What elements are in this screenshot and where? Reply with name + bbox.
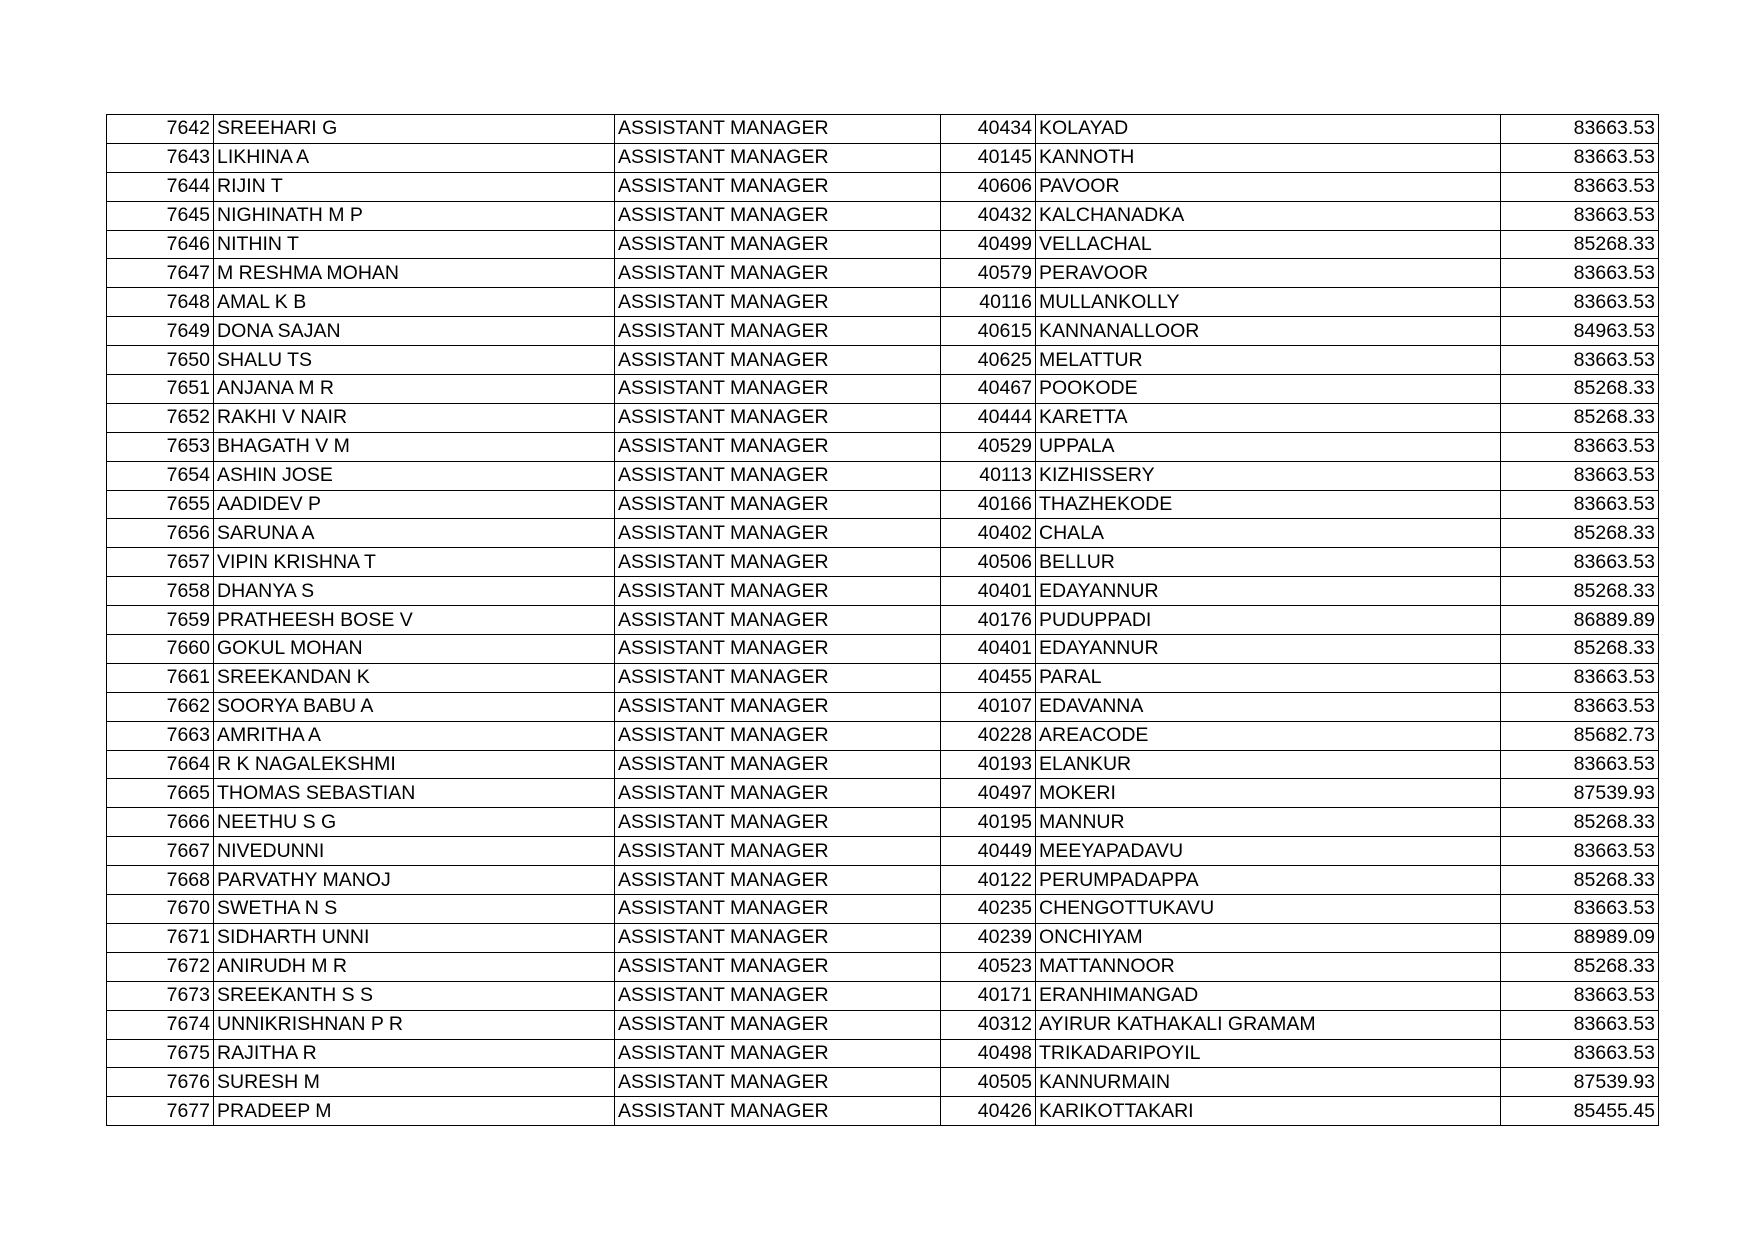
branch-name-cell: KARIKOTTAKARI bbox=[1036, 1097, 1501, 1126]
salary-cell: 83663.53 bbox=[1501, 288, 1659, 317]
employee-name-cell: GOKUL MOHAN bbox=[214, 635, 615, 664]
designation-cell: ASSISTANT MANAGER bbox=[615, 143, 941, 172]
serial-number-cell: 7663 bbox=[107, 721, 214, 750]
designation-cell: ASSISTANT MANAGER bbox=[615, 750, 941, 779]
employee-name-cell: SIDHARTH UNNI bbox=[214, 923, 615, 952]
designation-cell: ASSISTANT MANAGER bbox=[615, 115, 941, 144]
branch-name-cell: KANNOTH bbox=[1036, 143, 1501, 172]
table-row bbox=[107, 1097, 1659, 1126]
salary-cell: 88989.09 bbox=[1501, 923, 1659, 952]
employee-name-cell: ANIRUDH M R bbox=[214, 952, 615, 981]
designation-cell: ASSISTANT MANAGER bbox=[615, 663, 941, 692]
table-row bbox=[107, 115, 1659, 144]
branch-code-cell: 40625 bbox=[941, 346, 1036, 375]
employee-name-cell: SREEHARI G bbox=[214, 115, 615, 144]
serial-number-cell: 7645 bbox=[107, 201, 214, 230]
branch-name-cell: KARETTA bbox=[1036, 403, 1501, 432]
branch-code-cell: 40455 bbox=[941, 663, 1036, 692]
branch-name-cell: PAVOOR bbox=[1036, 172, 1501, 201]
branch-name-cell: EDAYANNUR bbox=[1036, 635, 1501, 664]
branch-code-cell: 40426 bbox=[941, 1097, 1036, 1126]
branch-code-cell: 40228 bbox=[941, 721, 1036, 750]
designation-cell: ASSISTANT MANAGER bbox=[615, 866, 941, 895]
designation-cell: ASSISTANT MANAGER bbox=[615, 808, 941, 837]
employee-name-cell: NITHIN T bbox=[214, 230, 615, 259]
designation-cell: ASSISTANT MANAGER bbox=[615, 606, 941, 635]
branch-name-cell: THAZHEKODE bbox=[1036, 490, 1501, 519]
table-row bbox=[107, 490, 1659, 519]
serial-number-cell: 7650 bbox=[107, 346, 214, 375]
salary-cell: 83663.53 bbox=[1501, 115, 1659, 144]
table-row bbox=[107, 923, 1659, 952]
designation-cell: ASSISTANT MANAGER bbox=[615, 895, 941, 924]
employee-name-cell: THOMAS SEBASTIAN bbox=[214, 779, 615, 808]
serial-number-cell: 7660 bbox=[107, 635, 214, 664]
branch-name-cell: KANNURMAIN bbox=[1036, 1068, 1501, 1097]
branch-code-cell: 40434 bbox=[941, 115, 1036, 144]
employee-name-cell: NIVEDUNNI bbox=[214, 837, 615, 866]
branch-name-cell: CHALA bbox=[1036, 519, 1501, 548]
table-row bbox=[107, 779, 1659, 808]
serial-number-cell: 7675 bbox=[107, 1039, 214, 1068]
salary-cell: 85268.33 bbox=[1501, 635, 1659, 664]
branch-code-cell: 40145 bbox=[941, 143, 1036, 172]
serial-number-cell: 7642 bbox=[107, 115, 214, 144]
employee-name-cell: UNNIKRISHNAN P R bbox=[214, 1010, 615, 1039]
employee-name-cell: SOORYA BABU A bbox=[214, 692, 615, 721]
staff-table-body bbox=[107, 115, 1659, 1126]
branch-name-cell: AREACODE bbox=[1036, 721, 1501, 750]
branch-name-cell: VELLACHAL bbox=[1036, 230, 1501, 259]
salary-cell: 83663.53 bbox=[1501, 837, 1659, 866]
employee-name-cell: SURESH M bbox=[214, 1068, 615, 1097]
salary-cell: 85455.45 bbox=[1501, 1097, 1659, 1126]
branch-code-cell: 40401 bbox=[941, 635, 1036, 664]
designation-cell: ASSISTANT MANAGER bbox=[615, 721, 941, 750]
serial-number-cell: 7671 bbox=[107, 923, 214, 952]
salary-cell: 87539.93 bbox=[1501, 779, 1659, 808]
employee-name-cell: ASHIN JOSE bbox=[214, 461, 615, 490]
designation-cell: ASSISTANT MANAGER bbox=[615, 952, 941, 981]
designation-cell: ASSISTANT MANAGER bbox=[615, 201, 941, 230]
designation-cell: ASSISTANT MANAGER bbox=[615, 923, 941, 952]
serial-number-cell: 7670 bbox=[107, 895, 214, 924]
salary-cell: 83663.53 bbox=[1501, 201, 1659, 230]
serial-number-cell: 7662 bbox=[107, 692, 214, 721]
table-row bbox=[107, 606, 1659, 635]
branch-code-cell: 40432 bbox=[941, 201, 1036, 230]
branch-name-cell: UPPALA bbox=[1036, 432, 1501, 461]
employee-name-cell: NIGHINATH M P bbox=[214, 201, 615, 230]
table-row bbox=[107, 808, 1659, 837]
employee-name-cell: SREEKANTH S S bbox=[214, 981, 615, 1010]
salary-cell: 83663.53 bbox=[1501, 750, 1659, 779]
salary-cell: 85268.33 bbox=[1501, 230, 1659, 259]
table-row bbox=[107, 259, 1659, 288]
table-row bbox=[107, 432, 1659, 461]
employee-name-cell: DONA SAJAN bbox=[214, 317, 615, 346]
branch-name-cell: ONCHIYAM bbox=[1036, 923, 1501, 952]
salary-cell: 83663.53 bbox=[1501, 490, 1659, 519]
branch-code-cell: 40239 bbox=[941, 923, 1036, 952]
salary-cell: 83663.53 bbox=[1501, 692, 1659, 721]
designation-cell: ASSISTANT MANAGER bbox=[615, 288, 941, 317]
serial-number-cell: 7674 bbox=[107, 1010, 214, 1039]
table-row bbox=[107, 172, 1659, 201]
serial-number-cell: 7658 bbox=[107, 577, 214, 606]
salary-cell: 83663.53 bbox=[1501, 172, 1659, 201]
designation-cell: ASSISTANT MANAGER bbox=[615, 461, 941, 490]
branch-name-cell: MATTANNOOR bbox=[1036, 952, 1501, 981]
branch-code-cell: 40449 bbox=[941, 837, 1036, 866]
branch-code-cell: 40402 bbox=[941, 519, 1036, 548]
table-row bbox=[107, 519, 1659, 548]
serial-number-cell: 7648 bbox=[107, 288, 214, 317]
branch-name-cell: KIZHISSERY bbox=[1036, 461, 1501, 490]
salary-cell: 85268.33 bbox=[1501, 403, 1659, 432]
staff-table bbox=[106, 114, 1659, 1126]
salary-cell: 85268.33 bbox=[1501, 577, 1659, 606]
designation-cell: ASSISTANT MANAGER bbox=[615, 519, 941, 548]
branch-name-cell: MEEYAPADAVU bbox=[1036, 837, 1501, 866]
designation-cell: ASSISTANT MANAGER bbox=[615, 1097, 941, 1126]
branch-code-cell: 40529 bbox=[941, 432, 1036, 461]
serial-number-cell: 7664 bbox=[107, 750, 214, 779]
table-row bbox=[107, 1010, 1659, 1039]
designation-cell: ASSISTANT MANAGER bbox=[615, 172, 941, 201]
salary-cell: 85268.33 bbox=[1501, 519, 1659, 548]
employee-name-cell: ANJANA M R bbox=[214, 375, 615, 404]
table-row bbox=[107, 692, 1659, 721]
branch-code-cell: 40523 bbox=[941, 952, 1036, 981]
table-row bbox=[107, 866, 1659, 895]
salary-cell: 83663.53 bbox=[1501, 259, 1659, 288]
branch-name-cell: ERANHIMANGAD bbox=[1036, 981, 1501, 1010]
designation-cell: ASSISTANT MANAGER bbox=[615, 1010, 941, 1039]
employee-name-cell: AADIDEV P bbox=[214, 490, 615, 519]
designation-cell: ASSISTANT MANAGER bbox=[615, 548, 941, 577]
branch-name-cell: MELATTUR bbox=[1036, 346, 1501, 375]
branch-code-cell: 40235 bbox=[941, 895, 1036, 924]
table-row bbox=[107, 346, 1659, 375]
salary-cell: 86889.89 bbox=[1501, 606, 1659, 635]
serial-number-cell: 7655 bbox=[107, 490, 214, 519]
serial-number-cell: 7668 bbox=[107, 866, 214, 895]
serial-number-cell: 7659 bbox=[107, 606, 214, 635]
branch-code-cell: 40122 bbox=[941, 866, 1036, 895]
branch-name-cell: BELLUR bbox=[1036, 548, 1501, 577]
employee-name-cell: RAKHI V NAIR bbox=[214, 403, 615, 432]
branch-code-cell: 40615 bbox=[941, 317, 1036, 346]
employee-name-cell: SREEKANDAN K bbox=[214, 663, 615, 692]
branch-name-cell: AYIRUR KATHAKALI GRAMAM bbox=[1036, 1010, 1501, 1039]
employee-name-cell: RAJITHA R bbox=[214, 1039, 615, 1068]
document-page bbox=[106, 114, 1658, 1126]
designation-cell: ASSISTANT MANAGER bbox=[615, 1068, 941, 1097]
branch-name-cell: KALCHANADKA bbox=[1036, 201, 1501, 230]
designation-cell: ASSISTANT MANAGER bbox=[615, 692, 941, 721]
branch-code-cell: 40498 bbox=[941, 1039, 1036, 1068]
designation-cell: ASSISTANT MANAGER bbox=[615, 346, 941, 375]
salary-cell: 83663.53 bbox=[1501, 895, 1659, 924]
branch-name-cell: KOLAYAD bbox=[1036, 115, 1501, 144]
employee-name-cell: NEETHU S G bbox=[214, 808, 615, 837]
salary-cell: 85268.33 bbox=[1501, 808, 1659, 837]
branch-name-cell: PERUMPADAPPA bbox=[1036, 866, 1501, 895]
branch-code-cell: 40467 bbox=[941, 375, 1036, 404]
table-row bbox=[107, 403, 1659, 432]
designation-cell: ASSISTANT MANAGER bbox=[615, 779, 941, 808]
employee-name-cell: DHANYA S bbox=[214, 577, 615, 606]
employee-name-cell: VIPIN KRISHNA T bbox=[214, 548, 615, 577]
branch-name-cell: PUDUPPADI bbox=[1036, 606, 1501, 635]
salary-cell: 83663.53 bbox=[1501, 461, 1659, 490]
employee-name-cell: PRADEEP M bbox=[214, 1097, 615, 1126]
salary-cell: 83663.53 bbox=[1501, 432, 1659, 461]
branch-name-cell: MULLANKOLLY bbox=[1036, 288, 1501, 317]
table-row bbox=[107, 952, 1659, 981]
employee-name-cell: SHALU TS bbox=[214, 346, 615, 375]
branch-name-cell: CHENGOTTUKAVU bbox=[1036, 895, 1501, 924]
table-row bbox=[107, 895, 1659, 924]
branch-code-cell: 40505 bbox=[941, 1068, 1036, 1097]
branch-name-cell: TRIKADARIPOYIL bbox=[1036, 1039, 1501, 1068]
salary-cell: 83663.53 bbox=[1501, 346, 1659, 375]
serial-number-cell: 7653 bbox=[107, 432, 214, 461]
branch-name-cell: EDAVANNA bbox=[1036, 692, 1501, 721]
table-row bbox=[107, 635, 1659, 664]
table-row bbox=[107, 230, 1659, 259]
salary-cell: 85268.33 bbox=[1501, 952, 1659, 981]
serial-number-cell: 7667 bbox=[107, 837, 214, 866]
branch-code-cell: 40176 bbox=[941, 606, 1036, 635]
salary-cell: 85268.33 bbox=[1501, 866, 1659, 895]
branch-code-cell: 40497 bbox=[941, 779, 1036, 808]
designation-cell: ASSISTANT MANAGER bbox=[615, 837, 941, 866]
table-row bbox=[107, 288, 1659, 317]
branch-code-cell: 40606 bbox=[941, 172, 1036, 201]
serial-number-cell: 7673 bbox=[107, 981, 214, 1010]
branch-code-cell: 40107 bbox=[941, 692, 1036, 721]
employee-name-cell: LIKHINA A bbox=[214, 143, 615, 172]
designation-cell: ASSISTANT MANAGER bbox=[615, 259, 941, 288]
table-row bbox=[107, 201, 1659, 230]
branch-name-cell: PERAVOOR bbox=[1036, 259, 1501, 288]
table-row bbox=[107, 1068, 1659, 1097]
serial-number-cell: 7666 bbox=[107, 808, 214, 837]
employee-name-cell: M RESHMA MOHAN bbox=[214, 259, 615, 288]
branch-code-cell: 40579 bbox=[941, 259, 1036, 288]
branch-code-cell: 40166 bbox=[941, 490, 1036, 519]
table-row bbox=[107, 548, 1659, 577]
designation-cell: ASSISTANT MANAGER bbox=[615, 403, 941, 432]
serial-number-cell: 7647 bbox=[107, 259, 214, 288]
serial-number-cell: 7657 bbox=[107, 548, 214, 577]
serial-number-cell: 7651 bbox=[107, 375, 214, 404]
branch-code-cell: 40193 bbox=[941, 750, 1036, 779]
branch-code-cell: 40171 bbox=[941, 981, 1036, 1010]
designation-cell: ASSISTANT MANAGER bbox=[615, 981, 941, 1010]
serial-number-cell: 7677 bbox=[107, 1097, 214, 1126]
table-row bbox=[107, 750, 1659, 779]
branch-name-cell: ELANKUR bbox=[1036, 750, 1501, 779]
serial-number-cell: 7654 bbox=[107, 461, 214, 490]
salary-cell: 85682.73 bbox=[1501, 721, 1659, 750]
table-row bbox=[107, 317, 1659, 346]
designation-cell: ASSISTANT MANAGER bbox=[615, 1039, 941, 1068]
salary-cell: 83663.53 bbox=[1501, 1039, 1659, 1068]
employee-name-cell: AMRITHA A bbox=[214, 721, 615, 750]
employee-name-cell: SARUNA A bbox=[214, 519, 615, 548]
salary-cell: 83663.53 bbox=[1501, 143, 1659, 172]
designation-cell: ASSISTANT MANAGER bbox=[615, 317, 941, 346]
branch-code-cell: 40444 bbox=[941, 403, 1036, 432]
table-row bbox=[107, 663, 1659, 692]
salary-cell: 87539.93 bbox=[1501, 1068, 1659, 1097]
serial-number-cell: 7656 bbox=[107, 519, 214, 548]
branch-code-cell: 40116 bbox=[941, 288, 1036, 317]
branch-name-cell: KANNANALLOOR bbox=[1036, 317, 1501, 346]
serial-number-cell: 7676 bbox=[107, 1068, 214, 1097]
serial-number-cell: 7672 bbox=[107, 952, 214, 981]
employee-name-cell: AMAL K B bbox=[214, 288, 615, 317]
table-row bbox=[107, 981, 1659, 1010]
table-row bbox=[107, 143, 1659, 172]
table-row bbox=[107, 577, 1659, 606]
salary-cell: 83663.53 bbox=[1501, 548, 1659, 577]
branch-code-cell: 40506 bbox=[941, 548, 1036, 577]
employee-name-cell: BHAGATH V M bbox=[214, 432, 615, 461]
branch-code-cell: 40401 bbox=[941, 577, 1036, 606]
designation-cell: ASSISTANT MANAGER bbox=[615, 490, 941, 519]
salary-cell: 83663.53 bbox=[1501, 981, 1659, 1010]
employee-name-cell: RIJIN T bbox=[214, 172, 615, 201]
table-row bbox=[107, 1039, 1659, 1068]
branch-code-cell: 40312 bbox=[941, 1010, 1036, 1039]
serial-number-cell: 7643 bbox=[107, 143, 214, 172]
serial-number-cell: 7652 bbox=[107, 403, 214, 432]
branch-name-cell: PARAL bbox=[1036, 663, 1501, 692]
branch-name-cell: EDAYANNUR bbox=[1036, 577, 1501, 606]
serial-number-cell: 7665 bbox=[107, 779, 214, 808]
table-row bbox=[107, 721, 1659, 750]
table-row bbox=[107, 461, 1659, 490]
designation-cell: ASSISTANT MANAGER bbox=[615, 432, 941, 461]
branch-name-cell: POOKODE bbox=[1036, 375, 1501, 404]
serial-number-cell: 7644 bbox=[107, 172, 214, 201]
serial-number-cell: 7646 bbox=[107, 230, 214, 259]
salary-cell: 84963.53 bbox=[1501, 317, 1659, 346]
table-row bbox=[107, 837, 1659, 866]
serial-number-cell: 7661 bbox=[107, 663, 214, 692]
designation-cell: ASSISTANT MANAGER bbox=[615, 577, 941, 606]
employee-name-cell: R K NAGALEKSHMI bbox=[214, 750, 615, 779]
branch-code-cell: 40113 bbox=[941, 461, 1036, 490]
branch-code-cell: 40499 bbox=[941, 230, 1036, 259]
salary-cell: 83663.53 bbox=[1501, 663, 1659, 692]
salary-cell: 83663.53 bbox=[1501, 1010, 1659, 1039]
serial-number-cell: 7649 bbox=[107, 317, 214, 346]
employee-name-cell: SWETHA N S bbox=[214, 895, 615, 924]
branch-name-cell: MOKERI bbox=[1036, 779, 1501, 808]
employee-name-cell: PRATHEESH BOSE V bbox=[214, 606, 615, 635]
designation-cell: ASSISTANT MANAGER bbox=[615, 230, 941, 259]
branch-name-cell: MANNUR bbox=[1036, 808, 1501, 837]
employee-name-cell: PARVATHY MANOJ bbox=[214, 866, 615, 895]
salary-cell: 85268.33 bbox=[1501, 375, 1659, 404]
designation-cell: ASSISTANT MANAGER bbox=[615, 375, 941, 404]
table-row bbox=[107, 375, 1659, 404]
branch-code-cell: 40195 bbox=[941, 808, 1036, 837]
designation-cell: ASSISTANT MANAGER bbox=[615, 635, 941, 664]
